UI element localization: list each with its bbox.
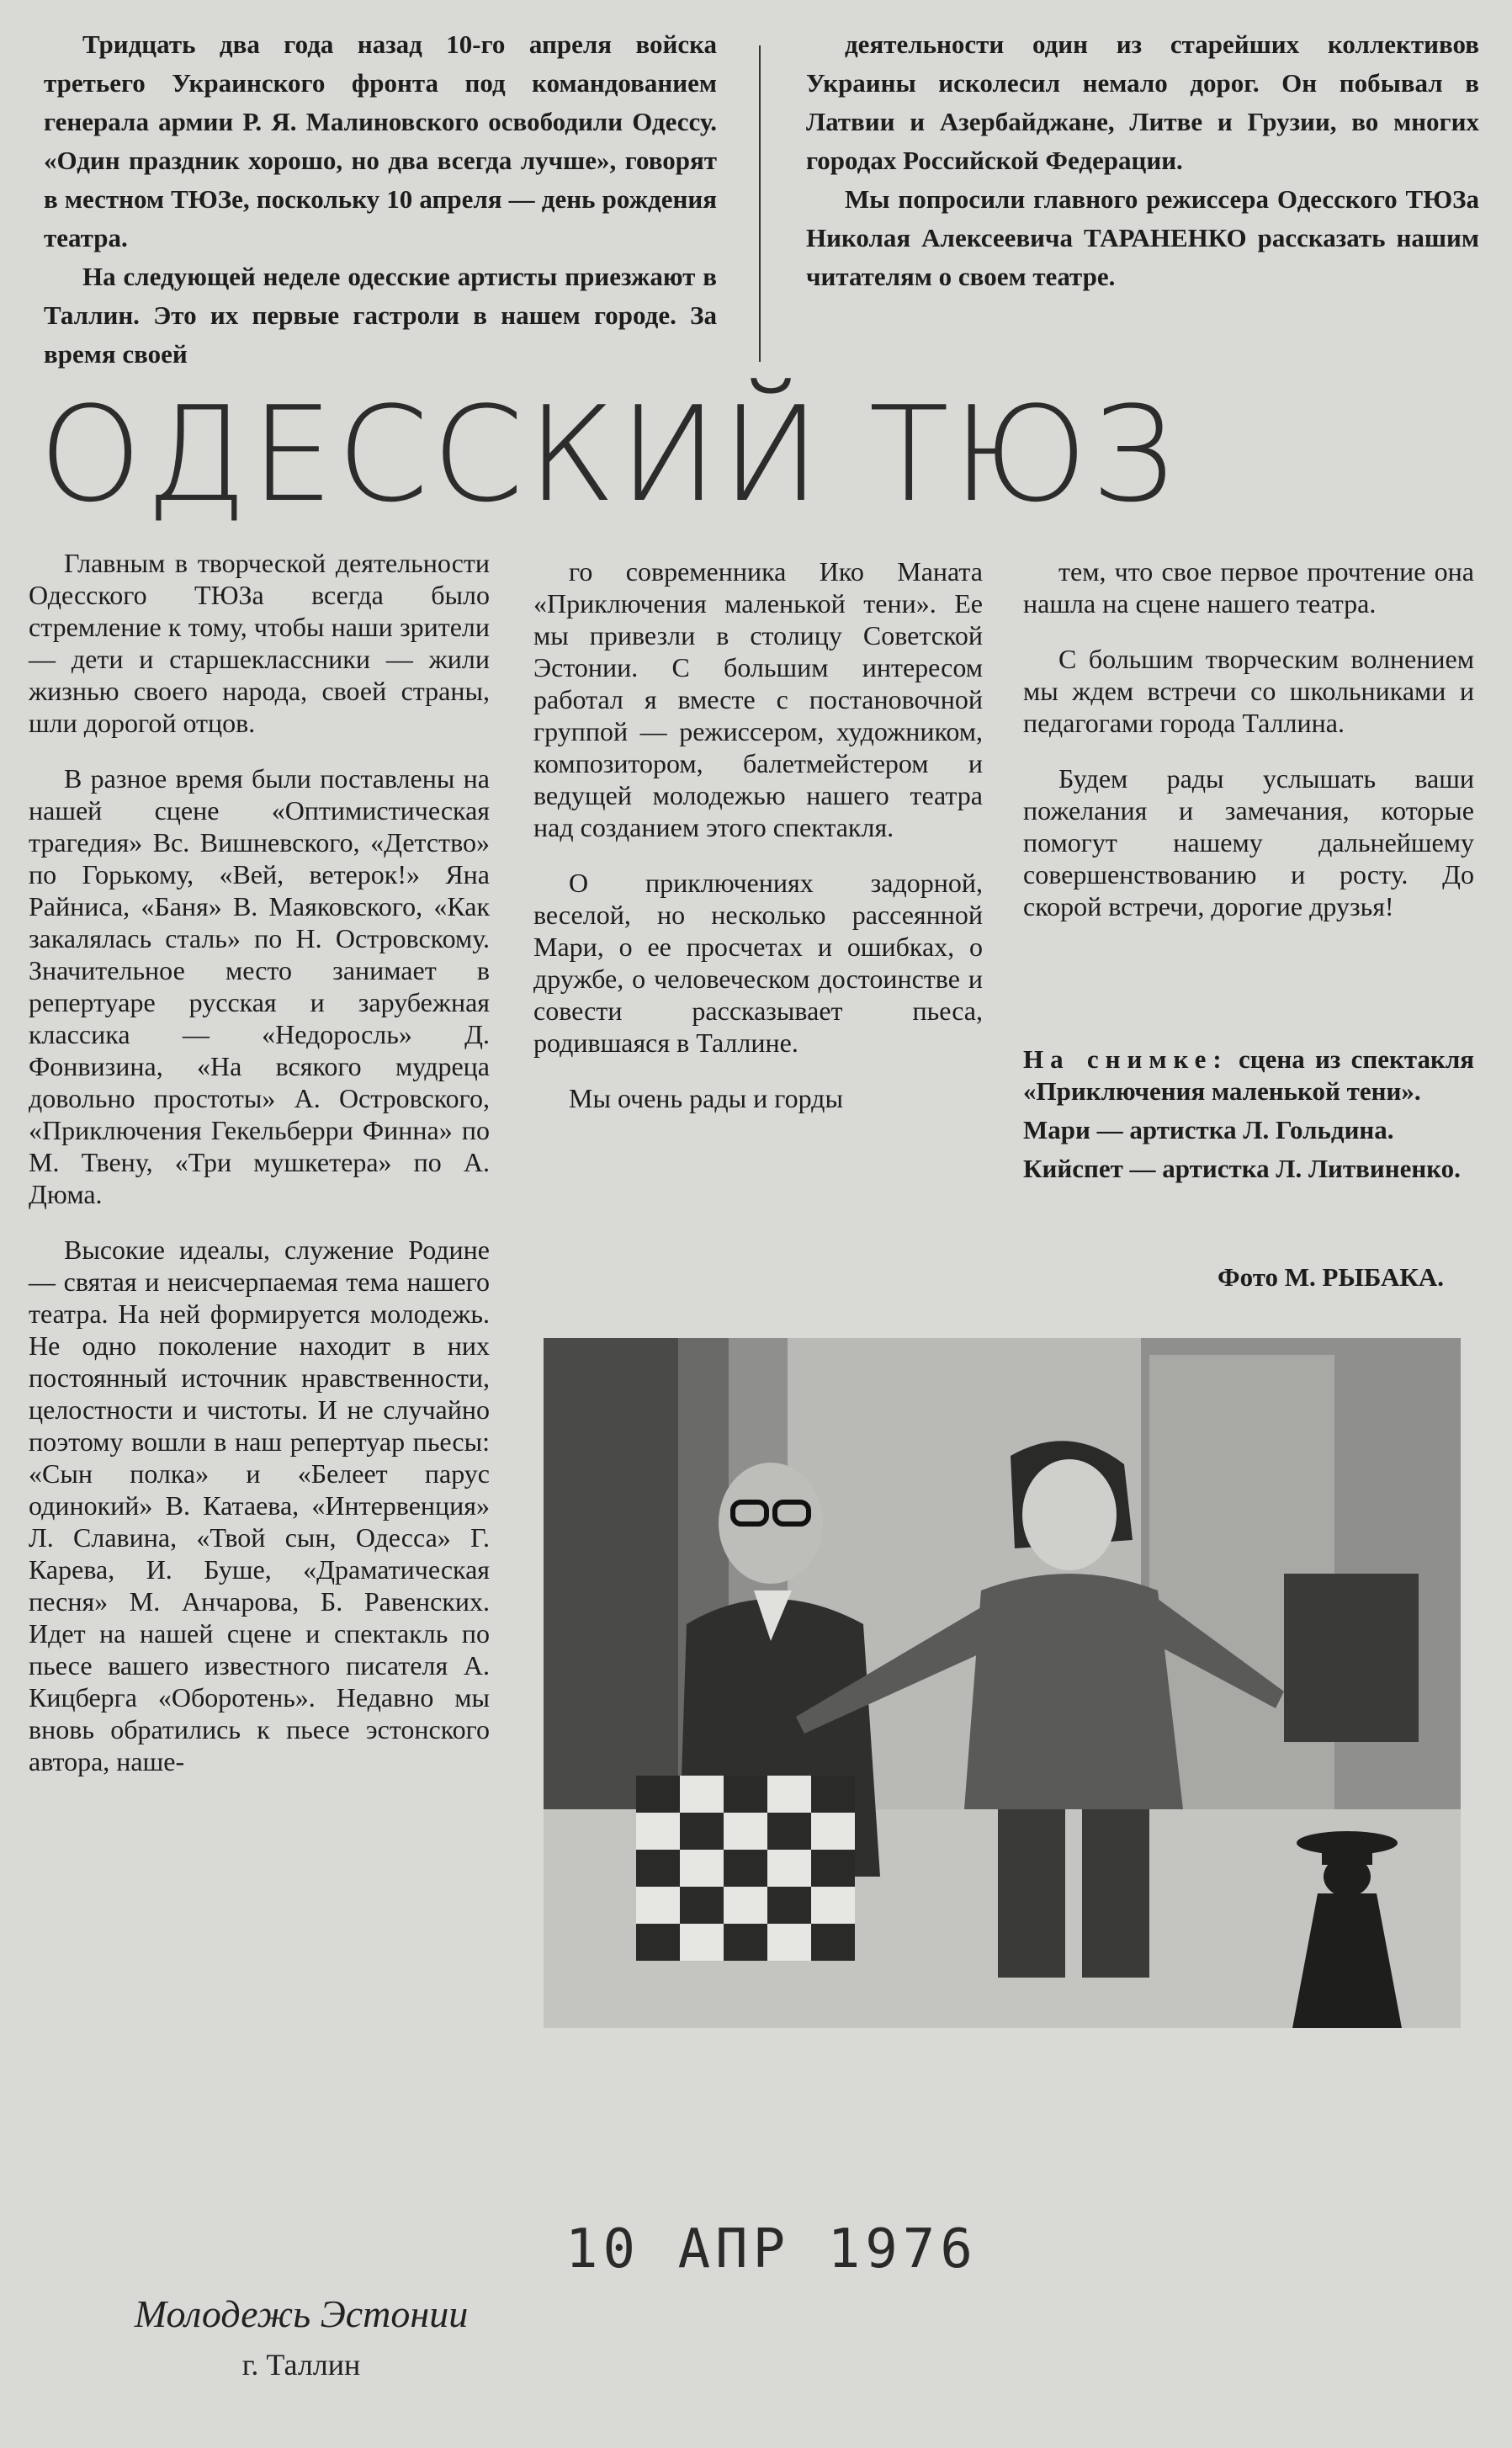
caption-line: Мари — артистка Л. Гольдина. — [1023, 1115, 1394, 1144]
intro-right-column — [806, 25, 1479, 296]
photo-credit: Фото М. РЫБАКА. — [1217, 1262, 1444, 1292]
date-stamp: 10 АПР 1976 — [565, 2218, 978, 2281]
stage-photo — [544, 1338, 1461, 2028]
article-paragraph: тем, что свое первое прочтение она нашла на сцене нашего театра. — [1023, 556, 1474, 619]
caption-line: Кийспет — артистка Л. Литвиненко. — [1023, 1154, 1461, 1183]
caption-text: сцена из спектакля «Приключения маленькой тени». — [1023, 1044, 1475, 1106]
caption-main — [1023, 1043, 1474, 1107]
article-paragraph: Главным в творческой деятельности Одесского ТЮЗа всегда было стремление к тому, чтобы наши зрители — дети и старшеклассники — жили жизнью своего народа, своей страны, шли дорогой отцов. — [29, 548, 490, 738]
intro-paragraph: На следующей неделе одесские артисты приезжают в Таллин. Это их первые гастроли в нашем городе. За время своей — [44, 262, 717, 369]
article-paragraph: го современника Ико Маната «Приключения маленькой тени». Ее мы привезли в столицу Советской Эстонии. С большим интересом работал я вместе с постановочной группой — режиссером, художником, композитором, балетмейстером и ведущей молодежью нашего театра над созданием этого спектакля. — [533, 556, 983, 842]
article-column-1 — [29, 547, 490, 1801]
column-divider — [759, 45, 761, 362]
intro-paragraph: Тридцать два года назад 10-го апреля войска третьего Украинского фронта под командованием генерала армии Р. Я. Малиновского освободили Одессу. «Один праздник хорошо, но два всегда лучше», говорят в местном ТЮЗе, поскольку 10 апреля — день рождения театра. — [44, 29, 717, 252]
newspaper-name: Молодежь Эстонии — [134, 2292, 469, 2335]
article-headline: ОДЕССКИЙ ТЮЗ — [39, 378, 1178, 531]
article-paragraph: Будем рады услышать ваши пожелания и замечания, которые помогут нашему дальнейшему совершенствованию и росту. До скорой встречи, дорогие друзья! — [1023, 763, 1474, 921]
source-city: г. Таллин — [241, 2348, 361, 2382]
article-column-2 — [533, 555, 983, 1138]
intro-paragraph: Мы попросили главного режиссера Одесского ТЮЗа Николая Алексеевича ТАРАНЕНКО рассказать нашим читателям о своем театре. — [806, 184, 1479, 291]
photo-caption — [1023, 1043, 1474, 1192]
stage-photo-illustration — [544, 1338, 1461, 2028]
caption-lead: На снимке: — [1023, 1044, 1228, 1074]
checkered-bag — [636, 1776, 855, 1961]
article-column-3 — [1023, 555, 1474, 946]
source-stamp — [99, 2289, 503, 2390]
article-paragraph: С большим творческим волнением мы ждем встречи со школьниками и педагогами города Таллина. — [1023, 644, 1474, 738]
article-paragraph: Высокие идеалы, служение Родине — святая и неисчерпаемая тема нашего театра. На ней формируется молодежь. Не одно поколение находит в них постоянный источник нравственности, целостности и чистоты. И не случайно поэтому вошли в наш репертуар пьесы: «Сын полка» и «Белеет парус одинокий» В. Катаева, «Интервенция» Л. Славина, «Твой сын, Одесса» Г. Карева, И. Буше, «Драматическая песня» М. Анчарова, Б. Равенских. Идет на нашей сцене и спектакль по пьесе вашего известного писателя А. Кицберга «Оборотень». Недавно мы вновь обратились к пьесе эстонского автора, наше- — [29, 1235, 490, 1776]
article-paragraph: В разное время были поставлены на нашей сцене «Оптимистическая трагедия» Вс. Вишневского, «Детство» по Горькому, «Вей, ветерок!» Яна Райниса, «Баня» В. Маяковского, «Как закалялась сталь» по Н. Островскому. Значительное место занимает в репертуаре русская и зарубежная классика — «Недоросль» Д. Фонвизина, «На всякого мудреца довольно простоты» А. Островского, «Приключения Гекельберри Финна» по М. Твену, «Три мушкетера» по А. Дюма. — [29, 763, 490, 1209]
article-paragraph: О приключениях задорной, веселой, но несколько рассеянной Мари, о ее просчетах и ошибках, о дружбе, о человеческом достоинстве и совести рассказывает пьеса, родившаяся в Таллине. — [533, 868, 983, 1058]
article-paragraph: Мы очень рады и горды — [569, 1083, 843, 1113]
intro-left-column — [44, 25, 717, 374]
intro-paragraph: деятельности один из старейших коллективов Украины исколесил немало дорог. Он побывал в Латвии и Азербайджане, Литве и Грузии, во многих городах Российской Федерации. — [806, 29, 1479, 175]
